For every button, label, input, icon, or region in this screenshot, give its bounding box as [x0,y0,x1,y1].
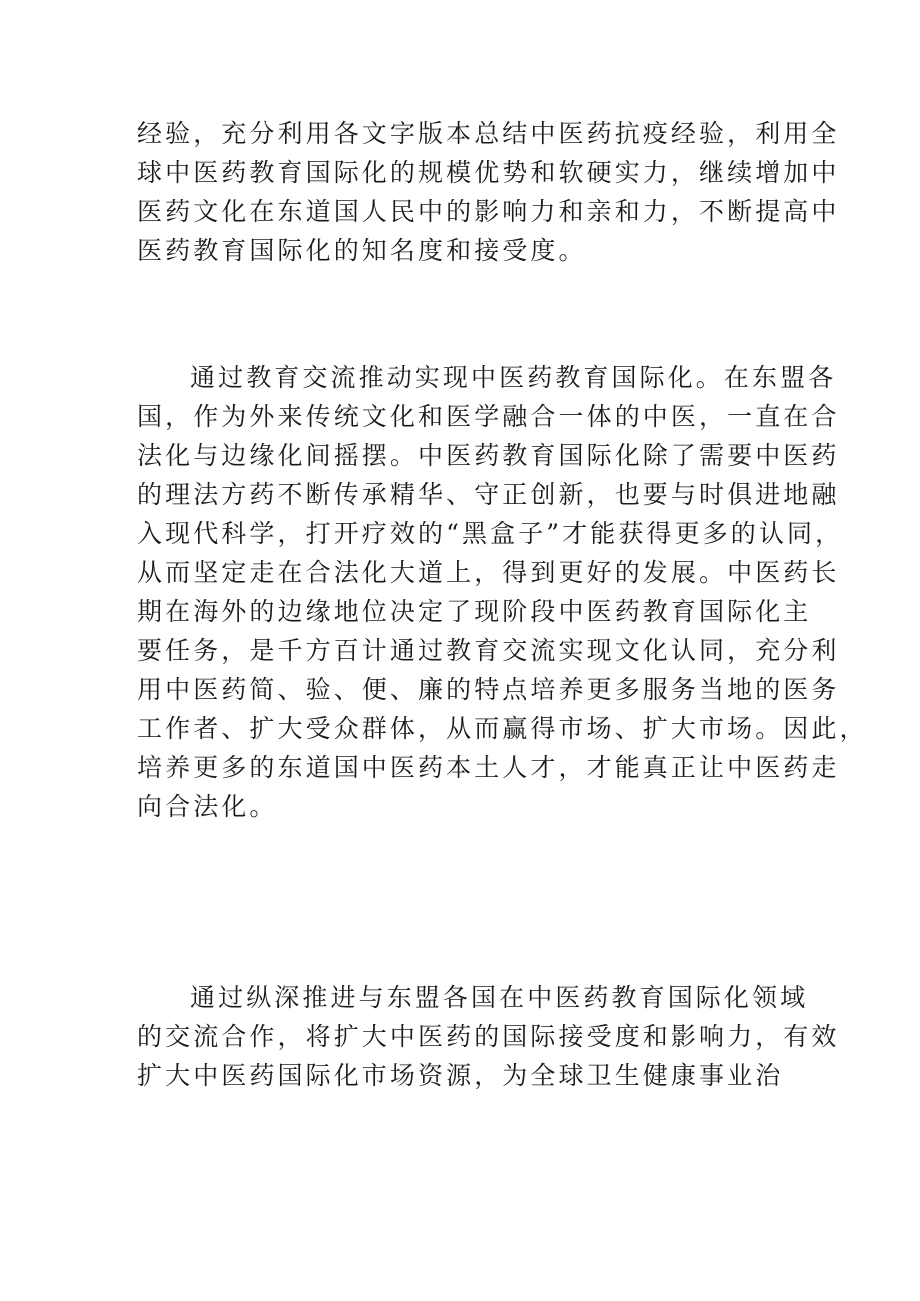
paragraph-3 [137,978,840,1095]
text-line: 医药教育国际化的知名度和接受度。 [137,236,587,265]
text-line: 法化与边缘化间摇摆。中医药教育国际化除了需要中医药 [137,441,840,470]
text-line: 通过纵深推进与东盟各国在中医药教育国际化领域 [190,983,809,1012]
text-line: 要任务，是千方百计通过教育交流实现文化认同，充分利 [137,636,840,665]
text-line: 从而坚定走在合法化大道上，得到更好的发展。中医药长 [137,558,840,587]
text-line: 入现代科学，打开疗效的“黑盒子”才能获得更多的认同， [137,519,844,548]
text-line: 培养更多的东道国中医药本土人才，才能真正让中医药走 [137,753,840,782]
text-line: 医药文化在东道国人民中的影响力和亲和力，不断提高中 [137,197,840,226]
text-line: 用中医药简、验、便、廉的特点培养更多服务当地的医务 [137,675,840,704]
text-line: 扩大中医药国际化市场资源，为全球卫生健康事业治 [137,1061,784,1090]
text-line: 通过教育交流推动实现中医药教育国际化。在东盟各 [190,363,837,392]
text-line: 国，作为外来传统文化和医学融合一体的中医，一直在合 [137,402,840,431]
text-line: 的理法方药不断传承精华、守正创新，也要与时俱进地融 [137,480,840,509]
paragraph-1 [137,114,840,270]
paragraph-2 [137,358,868,826]
text-line: 的交流合作，将扩大中医药的国际接受度和影响力，有效 [137,1022,840,1051]
text-line: 经验，充分利用各文字版本总结中医药抗疫经验，利用全 [137,119,840,148]
text-line: 工作者、扩大受众群体，从而赢得市场、扩大市场。因此， [137,714,868,743]
text-line: 球中医药教育国际化的规模优势和软硬实力，继续增加中 [137,158,840,187]
text-line: 向合法化。 [137,792,278,821]
text-line: 期在海外的边缘地位决定了现阶段中医药教育国际化主 [137,597,812,626]
